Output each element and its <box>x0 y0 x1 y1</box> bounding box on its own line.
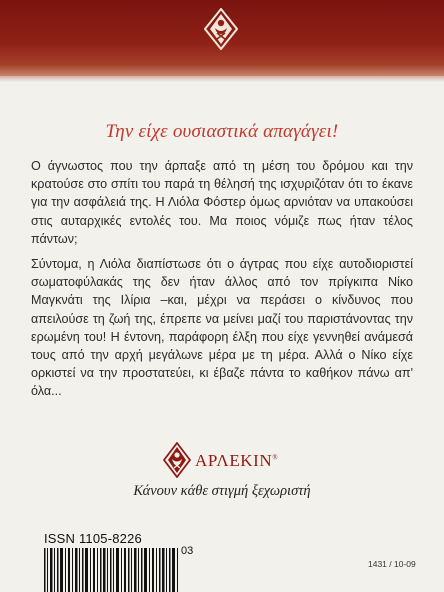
harlequin-diamond-icon <box>204 8 238 50</box>
barcode-icon <box>44 548 180 592</box>
blurb-paragraph-1: Ο άγνωστος που την άρπαξε από τη μέση του δρόμου και την κρατούσε στο σπίτι του παρά τη θέλησή της ισχυριζόταν ότι το έκανε για την ασφάλειά της. Η Λιόλα Φόστερ όμως αρνιόταν να υπακούσει στις αυταρχικές εντολές του. Μα ποιος νόμιζε πως ήταν τέλος πάντων; <box>31 159 413 246</box>
harlequin-diamond-icon <box>163 442 191 478</box>
publisher-name <box>195 451 278 471</box>
publisher-name-text: ΑΡΛΕΚΙΝ <box>195 451 273 470</box>
publisher-slogan: Κάνουν κάθε στιγμή ξεχωριστή <box>133 483 311 499</box>
issn: ISSN 1105-8226 <box>44 531 142 546</box>
catalog-code: 1431 / 10-09 <box>368 559 416 569</box>
barcode-suffix: 03 <box>181 545 194 557</box>
tagline: Την είχε ουσιαστικά απαγάγει! <box>105 121 339 142</box>
registered-mark: ® <box>272 453 279 462</box>
blurb-paragraph-2: Σύντομα, η Λιόλα διαπίστωσε ότι ο άγτρας που είχε αυτοδιοριστεί σωματοφύλακάς της δεν ήταν άλλος από τον πρίγκιπα Νίκο Μαγκνάτι της Ιλίρια –και, μέχρι να περάσει ο κίνδυνος που απειλούσε τη ζωή της, έπρεπε να μείνει μαζί του παριστάνοντας την ερωμένη του! Η έντονη, παράφορη έλξη που είχε γεννηθεί ανάμεσά τους από την αρχή μεγάλωνε μέρα με τη μέρα. Αλλά ο Νίκο είχε ορκιστεί να την προστατεύει, κι έβαζε πάντα το καθήκον πάνω απ' όλα... <box>31 257 413 399</box>
